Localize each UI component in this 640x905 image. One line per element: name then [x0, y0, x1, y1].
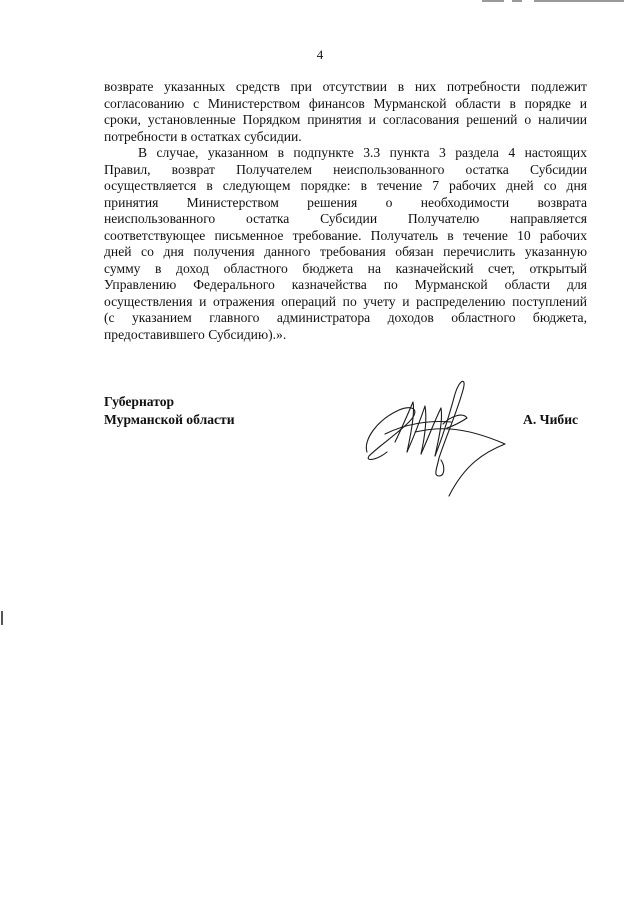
text-line: возврате указанных средств при отсутствии в них потребности подлежит [104, 79, 587, 94]
paragraph-2 [104, 145, 587, 343]
text-line: потребности в остатках субсидии. [104, 128, 302, 144]
text-line: сумму в доход областного бюджета на казначейский счет, открытый [104, 260, 587, 276]
text-line: Правил, возврат Получателем неиспользованного остатка Субсидии [104, 161, 587, 177]
signatory-title-line1: Губернатор [104, 394, 175, 409]
text-line: сроки, установленные Порядком принятия и согласования решений о наличии [104, 112, 587, 127]
text-line: осуществляется в следующем порядке: в течение 7 рабочих дней со дня [104, 178, 587, 193]
signatory-name: А. Чибис [523, 412, 579, 427]
signatory-title-line2: Мурманской области [104, 412, 235, 427]
handwritten-signature [355, 372, 515, 500]
text-line: (с указанием главного администратора доходов областного бюджета, [104, 310, 587, 325]
text-line: В случае, указанном в подпункте 3.3 пункта 3 раздела 4 настоящих [138, 145, 587, 160]
text-line: осуществления и отражения операций по учету и распределению поступлений [104, 293, 587, 309]
text-line: неиспользованного остатка Субсидии Получателю направляется [104, 211, 587, 226]
paragraph-1 [104, 79, 587, 145]
text-line: дней со дня получения данного требования обязан перечислить указанную [104, 244, 587, 259]
text-line: предоставившего Субсидию).». [104, 326, 287, 342]
scan-edge-mark [1, 611, 3, 625]
text-line: принятия Министерством решения о необходимости возврата [104, 194, 587, 210]
text-line: Управлению Федерального казначейства по Мурманской области для [104, 277, 587, 292]
scan-corner-mark [482, 0, 632, 3]
document-body [104, 79, 587, 343]
text-line: соответствующее письменное требование. Получатель в течение 10 рабочих [104, 227, 587, 243]
page-number: 4 [316, 47, 324, 62]
text-line: согласованию с Министерством финансов Мурманской области в порядке и [104, 95, 587, 111]
